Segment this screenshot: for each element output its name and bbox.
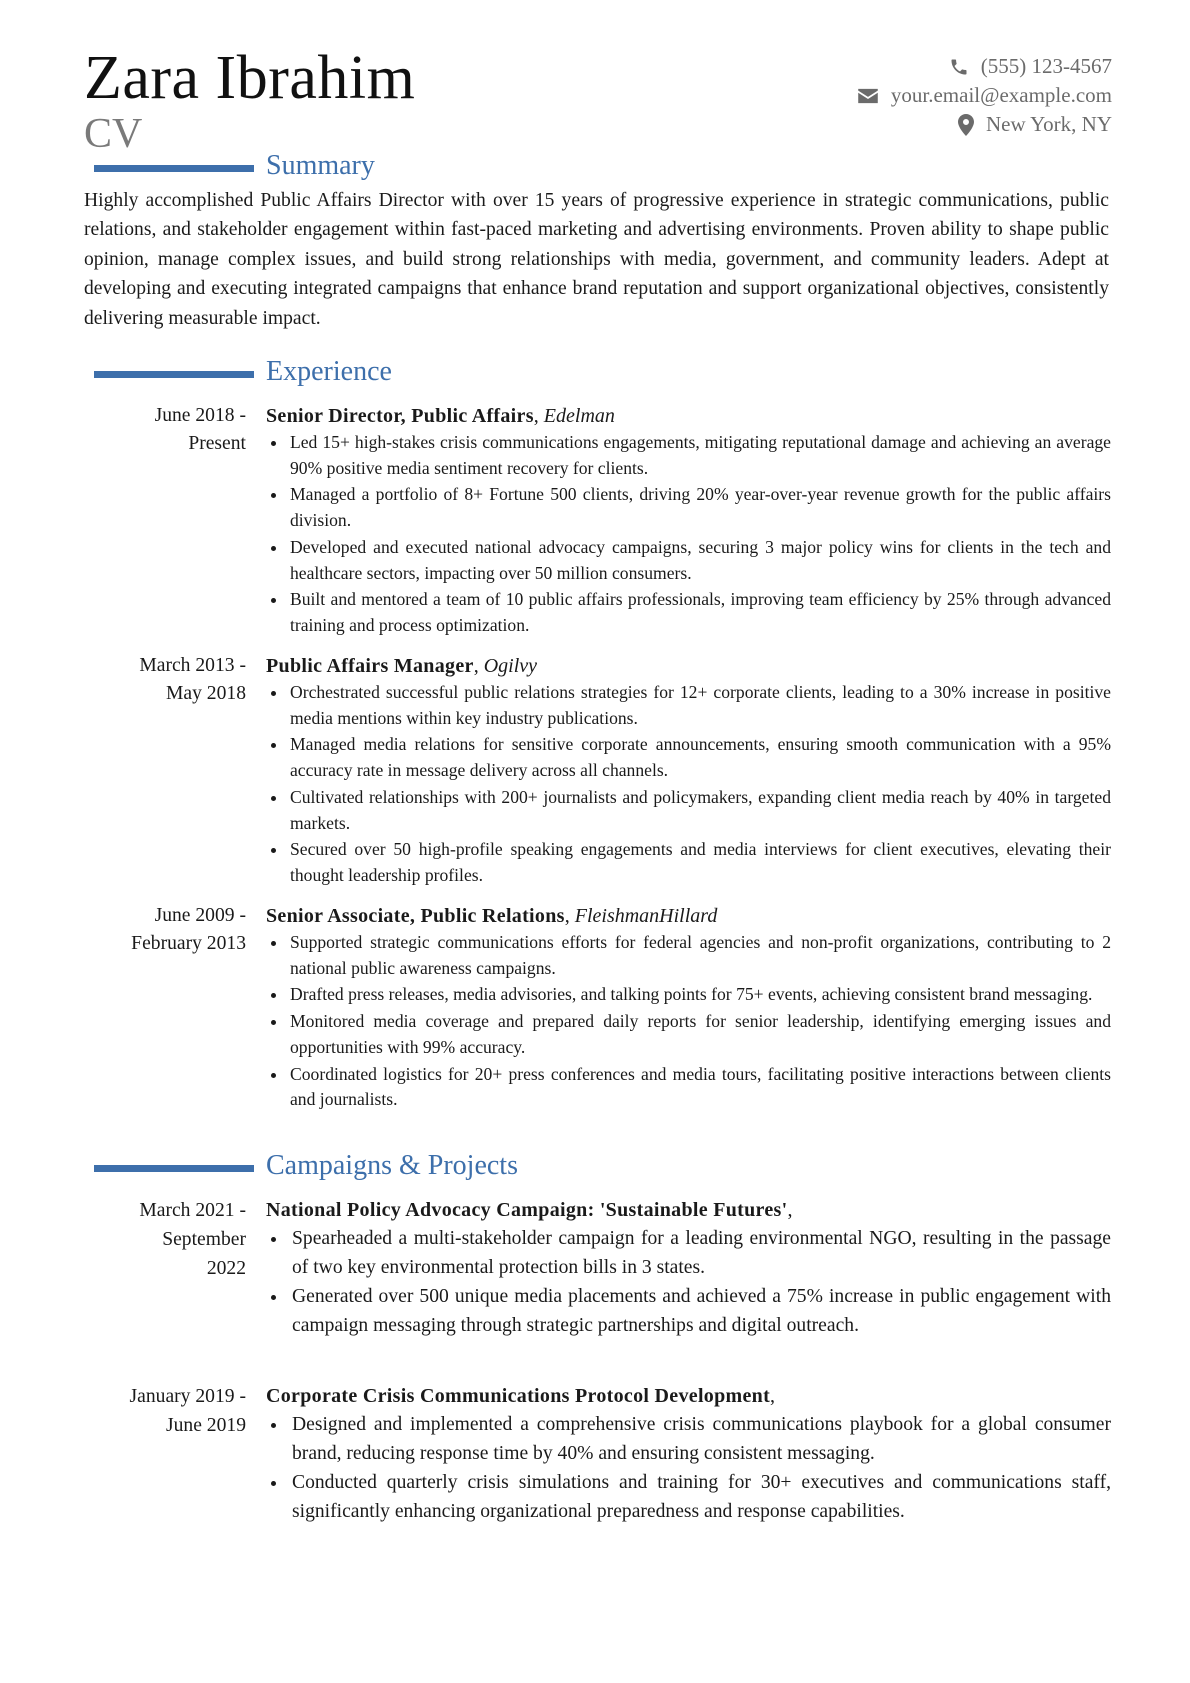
section-title: Experience xyxy=(266,356,392,387)
bullet-item: Conducted quarterly crisis simulations and training for 30+ executives and communications staff, significantly enhancing organizational preparedness and response capabilities. xyxy=(266,1468,1111,1526)
bullet-list xyxy=(266,1410,1111,1526)
bullet-item: Designed and implemented a comprehensive crisis communications playbook for a global consumer brand, reducing response time by 40% and ensuring consistent messaging. xyxy=(266,1410,1111,1468)
bullet-list xyxy=(266,680,1111,889)
date-start: January 2019 - xyxy=(129,1386,246,1407)
bullet-item: Monitored media coverage and prepared daily reports for senior leadership, identifying emerging issues and opportunities with 99% accuracy. xyxy=(266,1009,1111,1060)
bullet-item: Supported strategic communications efforts for federal agencies and non-profit organizations, contributing to 2 national public awareness campaigns. xyxy=(266,930,1111,981)
separator: , xyxy=(770,1385,776,1407)
entry-date xyxy=(84,402,246,458)
bullet-item: Secured over 50 high-profile speaking engagements and media interviews for client executives, elevating their thought leadership profiles. xyxy=(266,837,1111,888)
date-end: September 2022 xyxy=(162,1229,246,1279)
section-projects-heading xyxy=(94,1150,518,1182)
date-end: February 2013 xyxy=(131,933,246,954)
entry-date xyxy=(84,1382,246,1440)
separator: , xyxy=(564,905,575,927)
bullet-item: Built and mentored a team of 10 public affairs professionals, improving team efficiency by 25% through advanced training and process optimization. xyxy=(266,587,1111,638)
date-end: June 2019 xyxy=(165,1415,246,1436)
entry-body xyxy=(266,652,1111,890)
project-name: Corporate Crisis Communications Protocol Development xyxy=(266,1385,771,1407)
job-role: Senior Associate, Public Relations xyxy=(266,905,565,927)
organization: Ogilvy xyxy=(483,655,537,677)
contact-location xyxy=(857,110,1112,139)
entry-body xyxy=(266,1382,1111,1526)
summary-text: Highly accomplished Public Affairs Director with over 15 years of progressive experience in strategic communications, public relations, and stakeholder engagement within fast-paced marketing and advertising environments. Proven ability to shape public opinion, manage complex issues, and build strong relationships with media, government, and community leaders. Adept at developing and executing integrated campaigns that enhance brand reputation and support organizational objectives, consistently delivering measurable impact. xyxy=(84,190,1109,329)
email-link[interactable]: your.email@example.com xyxy=(890,83,1112,107)
date-start: June 2018 - xyxy=(154,405,246,426)
date-start: March 2013 - xyxy=(139,655,246,676)
section-experience-heading xyxy=(94,356,392,388)
entry-title xyxy=(266,1382,1111,1410)
job-role: Senior Director, Public Affairs xyxy=(266,405,534,427)
separator: , xyxy=(533,405,544,427)
job-role: Public Affairs Manager xyxy=(266,655,474,677)
bullet-item: Managed a portfolio of 8+ Fortune 500 clients, driving 20% year-over-year revenue growth for the public affairs division. xyxy=(266,482,1111,533)
date-start: March 2021 - xyxy=(139,1200,246,1221)
bullet-list xyxy=(266,930,1111,1113)
organization: Edelman xyxy=(543,405,615,427)
bullet-item: Cultivated relationships with 200+ journalists and policymakers, expanding client media reach by 40% in targeted markets. xyxy=(266,785,1111,836)
entry-body xyxy=(266,902,1111,1114)
entry-date xyxy=(84,652,246,708)
entry-title xyxy=(266,1196,1111,1224)
section-title: Campaigns & Projects xyxy=(266,1150,518,1181)
date-end: Present xyxy=(188,433,246,454)
bullet-item: Coordinated logistics for 20+ press conferences and media tours, facilitating positive interactions between clients and journalists. xyxy=(266,1062,1111,1113)
entry-body xyxy=(266,402,1111,640)
candidate-name: Zara Ibrahim xyxy=(84,44,416,112)
bullet-item: Spearheaded a multi-stakeholder campaign for a leading environmental NGO, resulting in the passage of two key environmental protection bills in 3 states. xyxy=(266,1224,1111,1282)
entry-title xyxy=(266,902,1111,930)
bullet-item: Developed and executed national advocacy campaigns, securing 3 major policy wins for clients in the tech and healthcare sectors, impacting over 50 million consumers. xyxy=(266,535,1111,586)
location-text: New York, NY xyxy=(985,112,1112,136)
entry-title xyxy=(266,652,1111,680)
bullet-item: Managed media relations for sensitive corporate announcements, ensuring smooth communication with a 95% accuracy rate in message delivery across all channels. xyxy=(266,732,1111,783)
bullet-item: Generated over 500 unique media placements and achieved a 75% increase in public engagement with campaign messaging through strategic partnerships and digital outreach. xyxy=(266,1282,1111,1340)
contact-phone xyxy=(857,52,1112,81)
bullet-item: Drafted press releases, media advisories, and talking points for 75+ events, achieving consistent brand messaging. xyxy=(266,982,1111,1008)
organization: FleishmanHillard xyxy=(574,905,718,927)
section-accent-bar xyxy=(94,1165,254,1172)
contact-email xyxy=(857,81,1112,110)
document-subtitle: CV xyxy=(84,111,143,157)
date-start: June 2009 - xyxy=(154,905,246,926)
contact-block xyxy=(857,52,1112,139)
phone-text: (555) 123-4567 xyxy=(980,54,1112,78)
entry-date xyxy=(84,902,246,958)
bullet-list xyxy=(266,1224,1111,1340)
envelope-icon xyxy=(857,88,879,104)
entry-body xyxy=(266,1196,1111,1340)
entry-title xyxy=(266,402,1111,430)
bullet-item: Orchestrated successful public relations strategies for 12+ corporate clients, leading to a 30% increase in positive media mentions within key industry publications. xyxy=(266,680,1111,731)
project-name: National Policy Advocacy Campaign: 'Sustainable Futures' xyxy=(266,1199,788,1221)
map-marker-icon xyxy=(958,114,974,136)
bullet-item: Led 15+ high-stakes crisis communications engagements, mitigating reputational damage and achieving an average 90% positive media sentiment recovery for clients. xyxy=(266,430,1111,481)
date-end: May 2018 xyxy=(165,683,246,704)
section-title: Summary xyxy=(266,150,375,181)
separator: , xyxy=(473,655,484,677)
section-summary-heading xyxy=(94,150,375,182)
section-accent-bar xyxy=(94,371,254,378)
separator: , xyxy=(787,1199,793,1221)
phone-icon xyxy=(949,57,969,77)
entry-date xyxy=(84,1196,246,1283)
section-accent-bar xyxy=(94,165,254,172)
bullet-list xyxy=(266,430,1111,639)
